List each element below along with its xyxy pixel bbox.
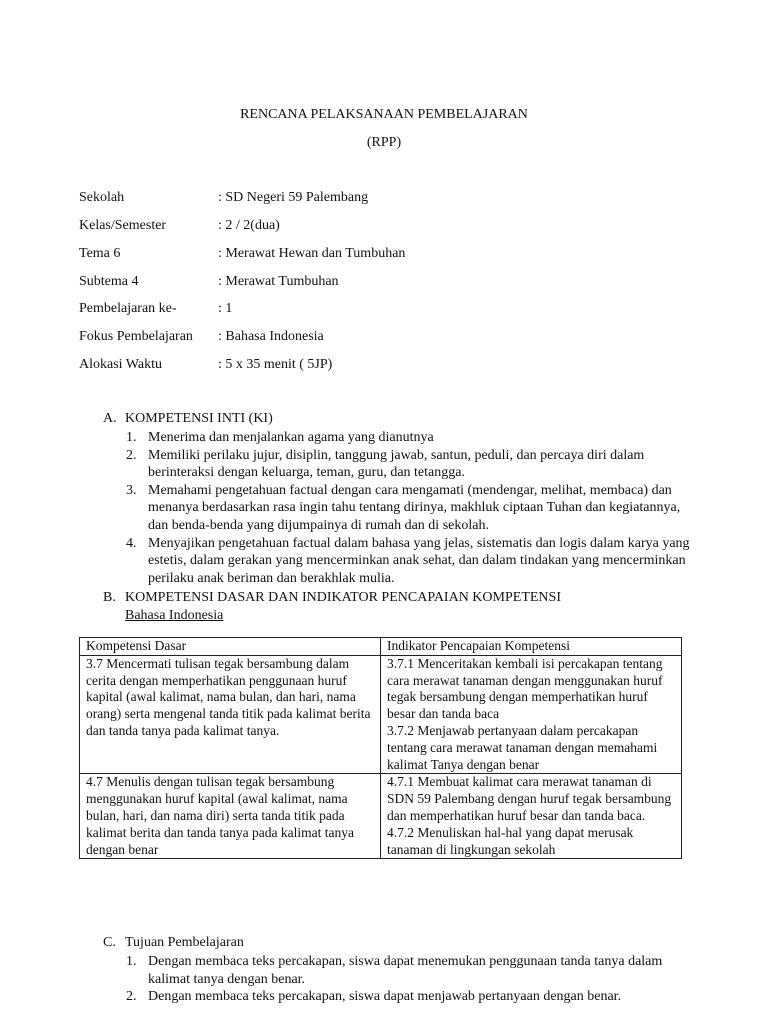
info-value: : Merawat Hewan dan Tumbuhan [218,246,406,261]
info-value: : Bahasa Indonesia [218,329,324,344]
list-item [126,953,696,988]
list-text: Menyajikan pengetahuan factual dalam bahasa yang jelas, sistematis dan logis dalam karya yang estetis, dalam gerakan yang mencerminkan anak sehat, dan dalam tindakan yang mencerminkan perilaku anak beriman dan berakhlak mulia. [148,535,690,586]
table-header-row [80,638,682,656]
info-label: Subtema 4 [79,274,139,289]
table-cell-ipk [381,774,682,859]
tujuan-list [126,953,696,1006]
info-value: : 1 [218,301,233,316]
list-number: 4. [126,535,137,551]
document-subtitle: (RPP) [366,135,402,150]
info-value: : 2 / 2(dua) [218,218,280,233]
section-c-heading [103,935,244,951]
kompetensi-inti-list [126,429,696,587]
list-item [126,535,696,588]
table-cell-kd [80,774,381,859]
info-value: : SD Negeri 59 Palembang [218,190,369,205]
table-header-cell: Kompetensi Dasar [80,638,381,656]
info-label: Fokus Pembelajaran [79,329,193,344]
section-title: Tujuan Pembelajaran [125,935,244,950]
cell-text: 4.7.1 Membuat kalimat cara merawat tanaman di SDN 59 Palembang dengan huruf tegak bersambung dan memperhatikan huruf besar dan tanda baca. [387,774,672,823]
section-marker: B. [103,590,116,605]
competency-table [79,637,682,859]
table-cell-kd [80,655,381,774]
section-marker: C. [103,935,116,950]
list-number: 1. [126,430,137,445]
list-text: Dengan membaca teks percakapan, siswa dapat menemukan penggunaan tanda tanya dalam kalimat tanya dengan benar. [148,954,663,987]
list-item [126,482,696,535]
info-label: Pembelajaran ke- [79,301,177,316]
cell-text: 4.7.2 Menuliskan hal-hal yang dapat merusak tanaman di lingkungan sekolah [387,824,634,857]
table-cell-ipk [381,655,682,774]
list-number: 2. [126,447,137,463]
section-title: KOMPETENSI DASAR DAN INDIKATOR PENCAPAIAN KOMPETENSI [125,590,561,605]
list-text: Memahami pengetahuan factual dengan cara mengamati (mendengar, melihat, membaca) dan menanya berdasarkan rasa ingin tahu tentang dirinya, makhluk ciptaan Tuhan dan kegiatannya, dan benda-benda yang dijumpainya di rumah dan di sekolah. [148,482,681,533]
document-title: RENCANA PELAKSANAAN PEMBELAJARAN [240,107,528,122]
cell-text: 4.7 Menulis dengan tulisan tegak bersambung menggunakan huruf kapital (awal kalimat, nama bulan, hari, dan nama diri) serta tanda titik pada kalimat berita dan tanda tanya pada kalimat tanya dengan benar [86,774,355,857]
list-text: Menerima dan menjalankan agama yang dianutnya [148,430,434,445]
info-value: : 5 x 35 menit ( 5JP) [218,357,333,372]
table-row [80,655,682,774]
info-label: Sekolah [79,190,125,205]
list-number: 3. [126,482,137,498]
table-header-cell: Indikator Pencapaian Kompetensi [381,638,682,656]
info-label: Kelas/Semester [79,218,167,233]
cell-text: 3.7.1 Menceritakan kembali isi percakapan tentang cara merawat tanaman dengan menggunakan huruf tegak bersambung dengan memperhatikan huruf besar dan tanda baca [387,655,663,722]
list-text: Dengan membaca teks percakapan, siswa dapat menjawab pertanyaan dengan benar. [148,989,622,1005]
info-value: : Merawat Tumbuhan [218,274,339,289]
list-text: Memiliki perilaku jujur, disiplin, tanggung jawab, santun, peduli, dan percaya diri dalam berinteraksi dengan keluarga, teman, guru, dan tetangga. [148,447,645,481]
section-b-subheading: Bahasa Indonesia [125,608,224,623]
list-item [126,447,696,482]
section-a-heading [103,411,273,427]
info-label: Alokasi Waktu [79,357,162,372]
list-number: 1. [126,954,137,969]
list-item [126,988,696,1006]
list-item [126,429,696,447]
cell-text: 3.7.2 Menjawab pertanyaan dalam percakapan tentang cara merawat tanaman dengan memahami kalimat Tanya dengan benar [387,722,658,772]
table-row [80,774,682,859]
section-title: KOMPETENSI INTI (KI) [125,411,273,426]
section-marker: A. [103,411,117,426]
list-number: 2. [126,989,137,1005]
section-b-heading [103,590,561,606]
info-label: Tema 6 [79,246,121,261]
cell-text: 3.7 Mencermati tulisan tegak bersambung dalam cerita dengan memperhatikan penggunaan huruf kapital (awal kalimat, nama bulan, dan hari, nama orang) serta mengenal tanda titik pada kalimat berita dan tanda tanya pada kalimat tanya. [86,655,371,738]
